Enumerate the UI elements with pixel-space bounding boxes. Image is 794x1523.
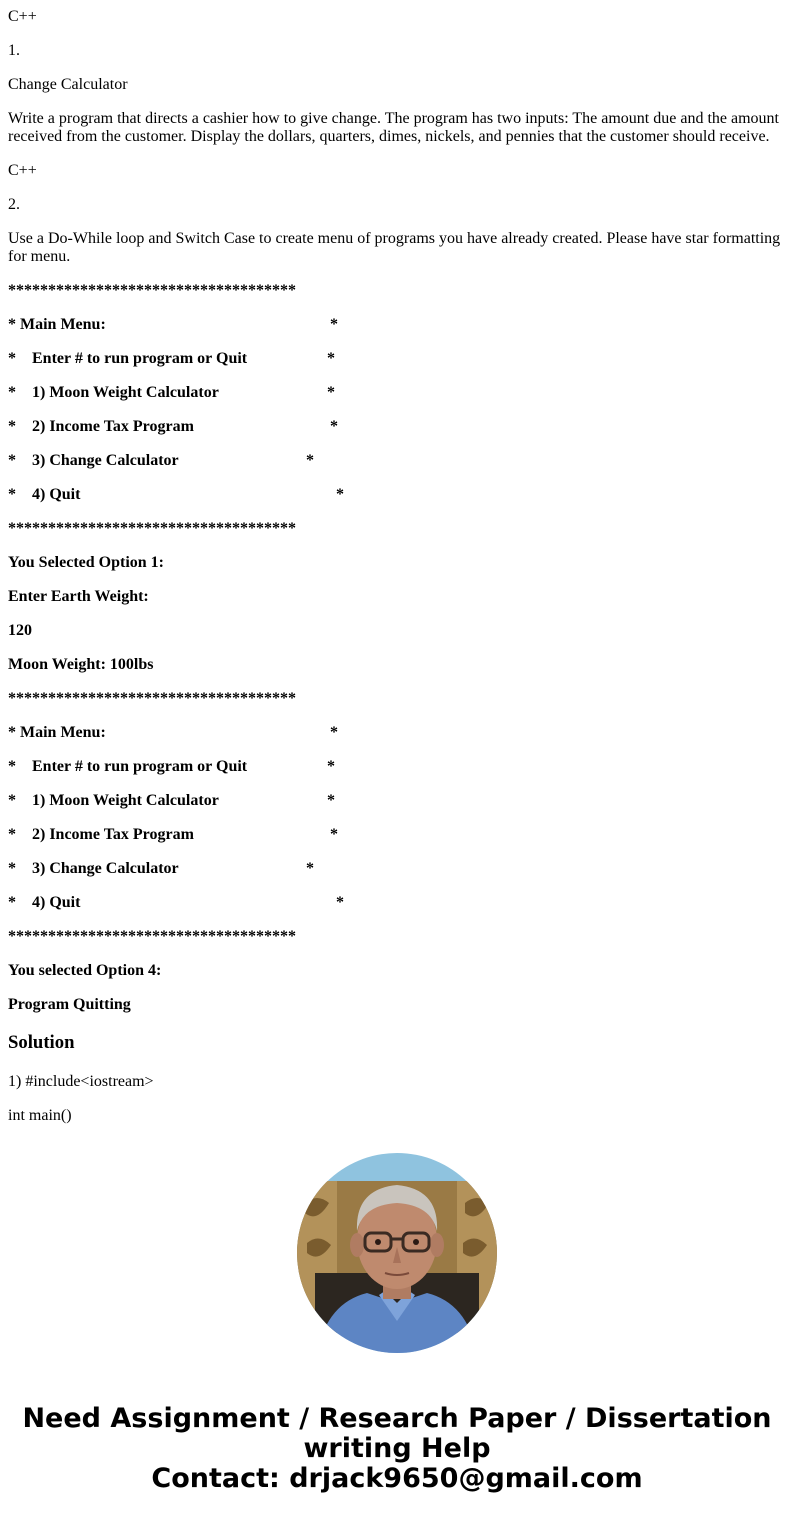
menu-star-right: * [330,826,338,843]
solution-line-include: 1) #include<iostream> [8,1073,154,1090]
q1-description: Write a program that directs a cashier how to give change. The program has two inputs: The amount due and the amount received from the customer. Display the dollars, quarters, dimes, nickels, and pennies that the customer should receive. [8,110,779,145]
menu-item-change-calculator: 3) Change Calculator [32,860,179,877]
q1-language: C++ [8,8,37,25]
selected-option-text: You Selected Option 1: [8,554,164,571]
menu-star-right: * [330,418,338,435]
menu-prompt-row [8,350,408,368]
menu-item-row [8,486,408,504]
promo-banner [0,1404,794,1494]
menu-item-quit: 4) Quit [32,894,81,911]
q1-title: Change Calculator [8,76,128,93]
menu-item-row [8,452,408,470]
promo-line-2: writing Help [303,1433,491,1464]
menu-star-right: * [336,486,344,503]
menu-prompt: Enter # to run program or Quit [32,758,248,775]
menu-border-top: ************************************ [8,282,296,299]
menu-item-quit: 4) Quit [32,486,81,503]
menu-star-left: * [8,486,16,503]
q1-number: 1. [8,42,20,59]
solution-line-main: int main() [8,1107,72,1124]
q2-description: Use a Do-While loop and Switch Case to create menu of programs you have already created. Please have star formatting for menu. [8,230,781,265]
menu-star-left: * [8,792,16,809]
menu-prompt-row [8,758,408,776]
menu-border-bottom: ************************************ [8,520,296,537]
menu-star-right: * [327,350,335,367]
menu-star-left: * [8,452,16,469]
promo-line-1: Need Assignment / Research Paper / Dissertation [22,1403,772,1434]
menu-item-income-tax: 2) Income Tax Program [32,418,194,435]
menu-border-top: ************************************ [8,690,296,707]
menu-star-right: * [306,452,314,469]
menu-item-row [8,826,408,844]
menu-star-left: * [8,418,16,435]
menu-star-right: * [327,792,335,809]
menu-title: * Main Menu: [8,316,106,333]
avatar-portrait-image [297,1153,497,1353]
menu-border-bottom: ************************************ [8,928,296,945]
menu-star-right: * [336,894,344,911]
menu-item-row [8,384,408,402]
menu-item-row [8,894,408,912]
solution-heading: Solution [8,1032,75,1053]
menu-title-row [8,724,408,742]
selected-option-text: You selected Option 4: [8,962,162,979]
menu-star-left: * [8,826,16,843]
menu-star-left: * [8,860,16,877]
menu-star-right: * [327,384,335,401]
menu-star-right: * [327,758,335,775]
menu-star-left: * [8,894,16,911]
menu-star-left: * [8,384,16,401]
menu-prompt: Enter # to run program or Quit [32,350,248,367]
menu-item-moon-weight: 1) Moon Weight Calculator [32,792,219,809]
q2-number: 2. [8,196,20,213]
menu-star-right: * [330,724,338,741]
menu-item-change-calculator: 3) Change Calculator [32,452,179,469]
menu-star-right: * [330,316,338,333]
menu-star-left: * [8,350,16,367]
menu-item-row [8,860,408,878]
program-quitting-text: Program Quitting [8,996,131,1013]
q2-language: C++ [8,162,37,179]
menu-item-income-tax: 2) Income Tax Program [32,826,194,843]
menu-star-left: * [8,758,16,775]
weight-input-value: 120 [8,622,32,639]
promo-contact[interactable]: Contact: drjack9650@gmail.com [151,1463,643,1494]
menu-item-row [8,418,408,436]
author-avatar [297,1153,497,1353]
enter-weight-prompt: Enter Earth Weight: [8,588,149,605]
menu-item-row [8,792,408,810]
menu-title: * Main Menu: [8,724,106,741]
menu-item-moon-weight: 1) Moon Weight Calculator [32,384,219,401]
menu-title-row [8,316,408,334]
moon-weight-result: Moon Weight: 100lbs [8,656,154,673]
menu-star-right: * [306,860,314,877]
